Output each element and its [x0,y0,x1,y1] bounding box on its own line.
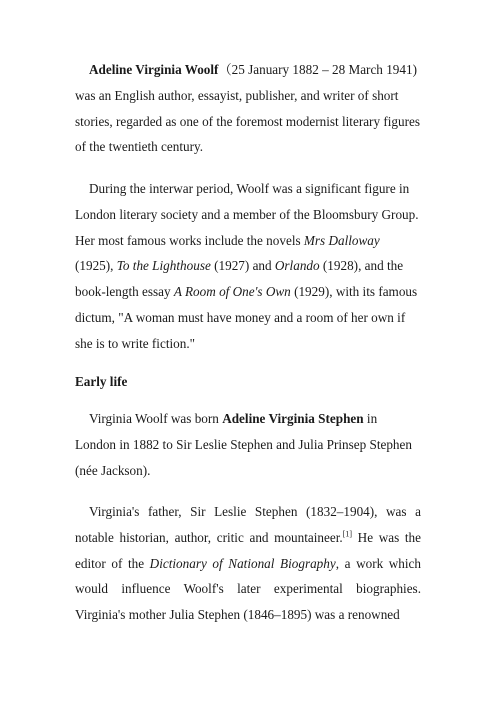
subject-name: Adeline Virginia Woolf [89,62,219,77]
birth-text: Virginia Woolf was born [89,411,223,426]
father-text: Virginia's father, Sir Leslie Stephen (1832–1904), was a notable historian, author, critic and mountaineer. [75,504,421,545]
work-title: Mrs Dalloway [303,232,380,248]
intro-paragraph [75,57,421,160]
career-paragraph [75,176,421,357]
career-text: (1927) and [210,258,275,274]
father-text: He was the editor of the [75,529,421,571]
life-dates: （25 January 1882 – 28 March 1941) [218,62,417,77]
father-paragraph [75,499,421,628]
birth-name: Adeline Virginia Stephen [222,411,364,426]
work-title: To the Lighthouse [116,258,211,274]
work-title: Orlando [274,258,320,274]
career-text: (1929), with its famous dictum, "A woman must have money and a room of her own if she is to write fiction." [75,284,418,351]
birth-paragraph [75,406,421,483]
career-text: (1928), and the book-length essay [75,258,404,300]
work-title: Dictionary of National Biography [149,555,336,571]
father-text: , a work which would influence Woolf's later experimental biographies. Virginia's mother Julia Stephen (1846–1895) was a renowned [75,555,422,623]
career-text: During the interwar period, Woolf was a significant figure in London literary society and a member of the Bloomsbury Group. Her most famous works include the novels [75,181,419,248]
birth-text: in London in 1882 to Sir Leslie Stephen and Julia Prinsep Stephen (née Jackson). [75,411,412,478]
intro-text: was an English author, essayist, publisher, and writer of short stories, regarded as one of the foremost modernist literary figures of the twentieth century. [75,87,420,155]
work-title: A Room of One's Own [173,284,291,300]
section-heading: Early life [75,374,128,389]
footnote-ref[interactable]: [1] [342,529,352,539]
career-text: (1925), [75,258,117,274]
